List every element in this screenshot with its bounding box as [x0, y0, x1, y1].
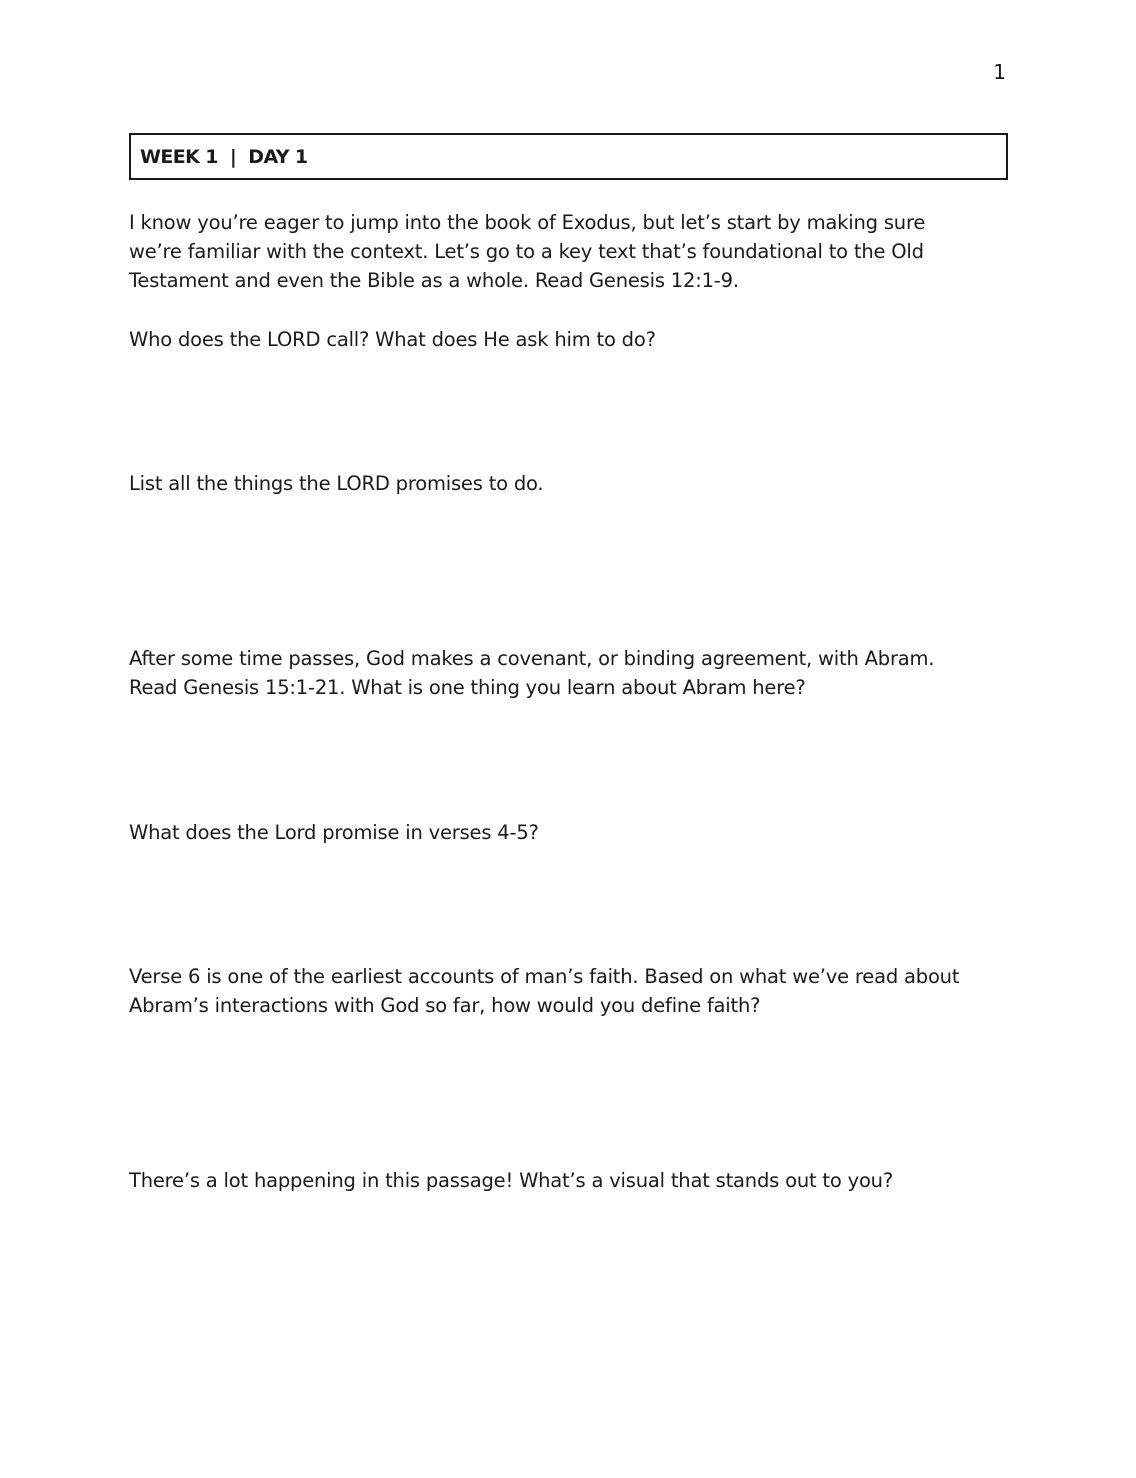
question-2: [129, 469, 1019, 498]
week-day-title: WEEK 1 | DAY 1: [140, 146, 308, 168]
question-line: Who does the LORD call? What does He ask him to do?: [129, 328, 656, 351]
intro-line: Testament and even the Bible as a whole. Read Genesis 12:1-9.: [129, 269, 739, 292]
question-line: Read Genesis 15:1-21. What is one thing you learn about Abram here?: [129, 676, 806, 699]
question-line: List all the things the LORD promises to do.: [129, 472, 544, 495]
question-line: There’s a lot happening in this passage! What’s a visual that stands out to you?: [129, 1169, 893, 1192]
question-3: [129, 644, 1019, 702]
question-6: [129, 1166, 1019, 1195]
question-line: Verse 6 is one of the earliest accounts of man’s faith. Based on what we’ve read about: [129, 965, 960, 988]
question-line: Abram’s interactions with God so far, how would you define faith?: [129, 994, 761, 1017]
intro-line: we’re familiar with the context. Let’s go to a key text that’s foundational to the Old: [129, 240, 924, 263]
question-line: After some time passes, God makes a covenant, or binding agreement, with Abram.: [129, 647, 935, 670]
week-day-header: [129, 133, 1008, 180]
question-5: [129, 962, 1019, 1020]
intro-line: I know you’re eager to jump into the book of Exodus, but let’s start by making sure: [129, 211, 926, 234]
question-line: What does the Lord promise in verses 4-5?: [129, 821, 539, 844]
question-4: [129, 818, 1019, 847]
page-number: 1: [993, 60, 1006, 84]
intro-paragraph: [129, 208, 1019, 295]
question-1: [129, 325, 1019, 354]
